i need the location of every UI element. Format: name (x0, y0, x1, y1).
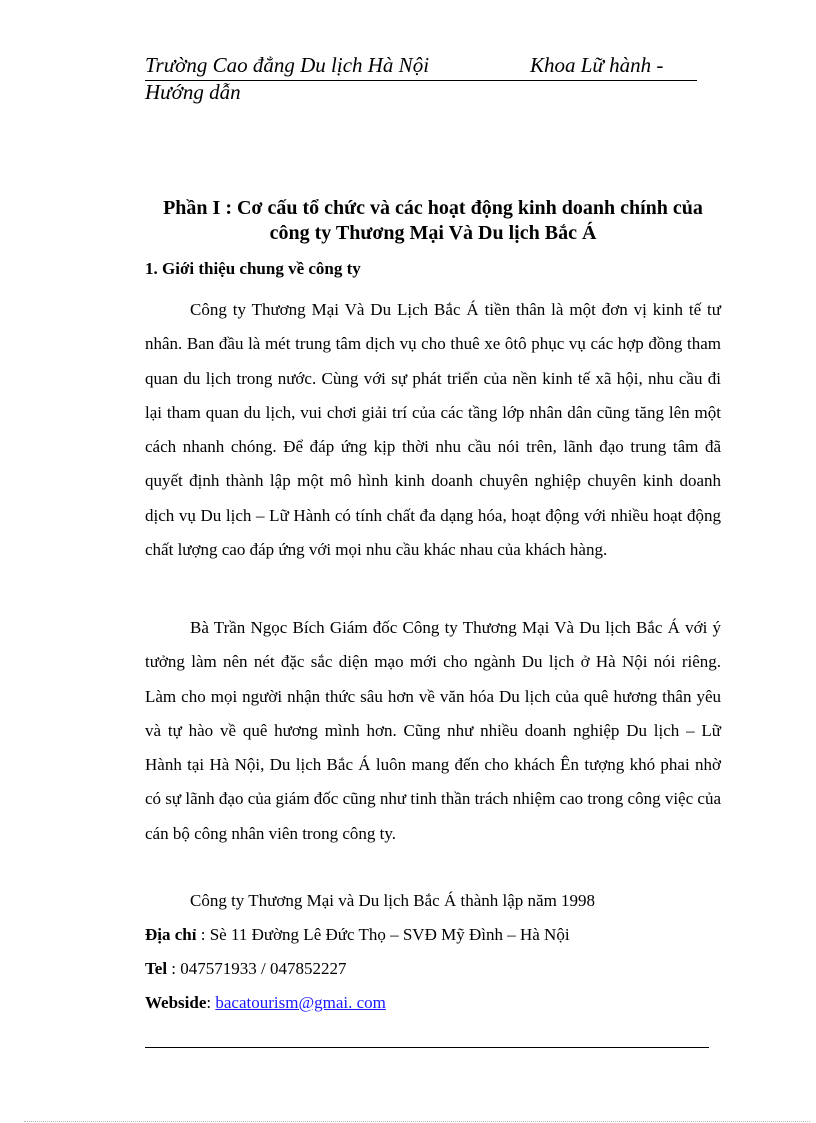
header-subline: Hướng dẫn (145, 80, 241, 104)
header-school-name: Trường Cao đẳng Du lịch Hà Nội (145, 53, 430, 77)
website-link[interactable]: bacatourism@gmai. com (215, 993, 386, 1012)
address-label: Địa chỉ (145, 925, 197, 944)
phone-label: Tel (145, 959, 168, 978)
page-bottom-edge (24, 1121, 810, 1122)
section-heading: 1. Giới thiệu chung về công ty (145, 259, 361, 278)
phone-value: : 047571933 / 047852227 (171, 959, 347, 978)
chapter-title-line-1: Phần I : Cơ cấu tổ chức và các hoạt động kinh doanh chính của (163, 197, 703, 219)
body-paragraph-director: Bà Trần Ngọc Bích Giám đốc Công ty Thương Mại Và Du lịch Bắc Á với ý tưởng làm nên nét đặc sắc diện mạo mới cho ngành Du lịch ở Hà Nội nói riêng. Làm cho mọi người nhận thức sâu hơn về văn hóa Du lịch của quê hương thân yêu và tự hào về quê hương mình hơn. Cũng như nhiều doanh nghiệp Du lịch – Lữ Hành tại Hà Nội, Du lịch Bắc Á luôn mang đến cho khách Ên tượng khó phai nhờ có sự lãnh đạo của giám đốc cũng như tinh thần trách nhiệm cao trong công việc của cán bộ công nhân viên trong công ty. (145, 618, 721, 843)
website-label: Webside (145, 993, 207, 1012)
website-separator: : (206, 993, 212, 1012)
header-faculty-name: Khoa Lữ hành - (530, 53, 664, 77)
body-paragraph-history: Công ty Thương Mại Và Du Lịch Bắc Á tiền thân là một đơn vị kinh tế tư nhân. Ban đầu là mét trung tâm dịch vụ cho thuê xe ôtô phục vụ các hợp đồng tham quan du lịch trong nước. Cùng với sự phát triển của nền kinh tế xã hội, nhu cầu đi lại tham quan du lịch, vui chơi giải trí của các tầng lớp nhân dân cũng tăng lên một cách nhanh chóng. Để đáp ứng kịp thời nhu cầu nói trên, lãnh đạo trung tâm đã quyết định thành lập một mô hình kinh doanh chuyên nghiệp chuyên kinh doanh dịch vụ Du lịch – Lữ Hành có tính chất đa dạng hóa, hoạt động với nhiều hoạt động chất lượng cao đáp ứng với mọi nhu cầu khác nhau của khách hàng. (145, 300, 721, 560)
chapter-title-line-2: công ty Thương Mại Và Du lịch Bắc Á (269, 222, 597, 244)
website-line (145, 991, 386, 1015)
phone-line (145, 957, 347, 981)
running-header (145, 51, 697, 81)
address-line (145, 923, 570, 947)
body-paragraph-founded: Công ty Thương Mại và Du lịch Bắc Á thành lập năm 1998 (190, 891, 596, 910)
address-value: : Sè 11 Đường Lê Đức Thọ – SVĐ Mỹ Đình – Hà Nội (200, 925, 570, 944)
footer-divider (145, 1047, 709, 1048)
chapter-title (145, 196, 721, 246)
